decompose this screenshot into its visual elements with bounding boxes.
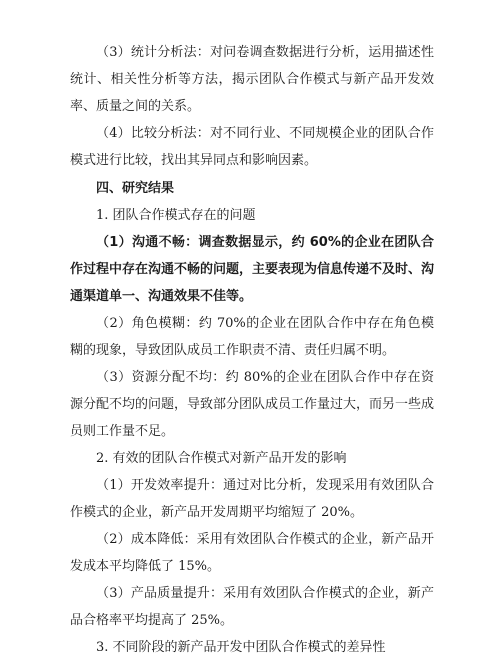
subheading-impact: 2. 有效的团队合作模式对新产品开发的影响 xyxy=(96,451,347,466)
paragraph-cost: （2）成本降低：采用有效团队合作模式的企业，新产品开发成本平均降低了 15%。 xyxy=(70,532,434,574)
paragraph-quality: （3）产品质量提升：采用有效团队合作模式的企业，新产品合格率平均提高了 25%。 xyxy=(70,586,434,628)
subheading-stage-differences: 3. 不同阶段的新产品开发中团队合作模式的差异性 xyxy=(96,640,386,655)
paragraph-statistical-analysis: （3）统计分析法：对问卷调查数据进行分析，运用描述性统计、相关性分析等方法，揭示团队合作模式与新产品开发效率、质量之间的关系。 xyxy=(70,45,434,114)
paragraph-efficiency: （1）开发效率提升：通过对比分析，发现采用有效团队合作模式的企业，新产品开发周期平均缩短了 20%。 xyxy=(70,478,434,520)
section-heading-results: 四、研究结果 xyxy=(96,181,175,196)
paragraph-resource-allocation: （3）资源分配不均：约 80%的企业在团队合作中存在资源分配不均的问题，导致部分团队成员工作量过大，而另一些成员则工作量不足。 xyxy=(70,370,435,439)
paragraph-poor-communication: （1）沟通不畅：调查数据显示，约 60%的企业在团队合作过程中存在沟通不畅的问题，主要表现为信息传递不及时、沟通渠道单一、沟通效果不佳等。 xyxy=(70,235,435,304)
paragraph-comparative-analysis: （4）比较分析法：对不同行业、不同规模企业的团队合作模式进行比较，找出其异同点和影响因素。 xyxy=(70,126,434,168)
subheading-problems: 1. 团队合作模式存在的问题 xyxy=(96,208,256,223)
paragraph-role-ambiguity: （2）角色模糊：约 70%的企业在团队合作中存在角色模糊的现象，导致团队成员工作职责不清、责任归属不明。 xyxy=(70,316,434,358)
